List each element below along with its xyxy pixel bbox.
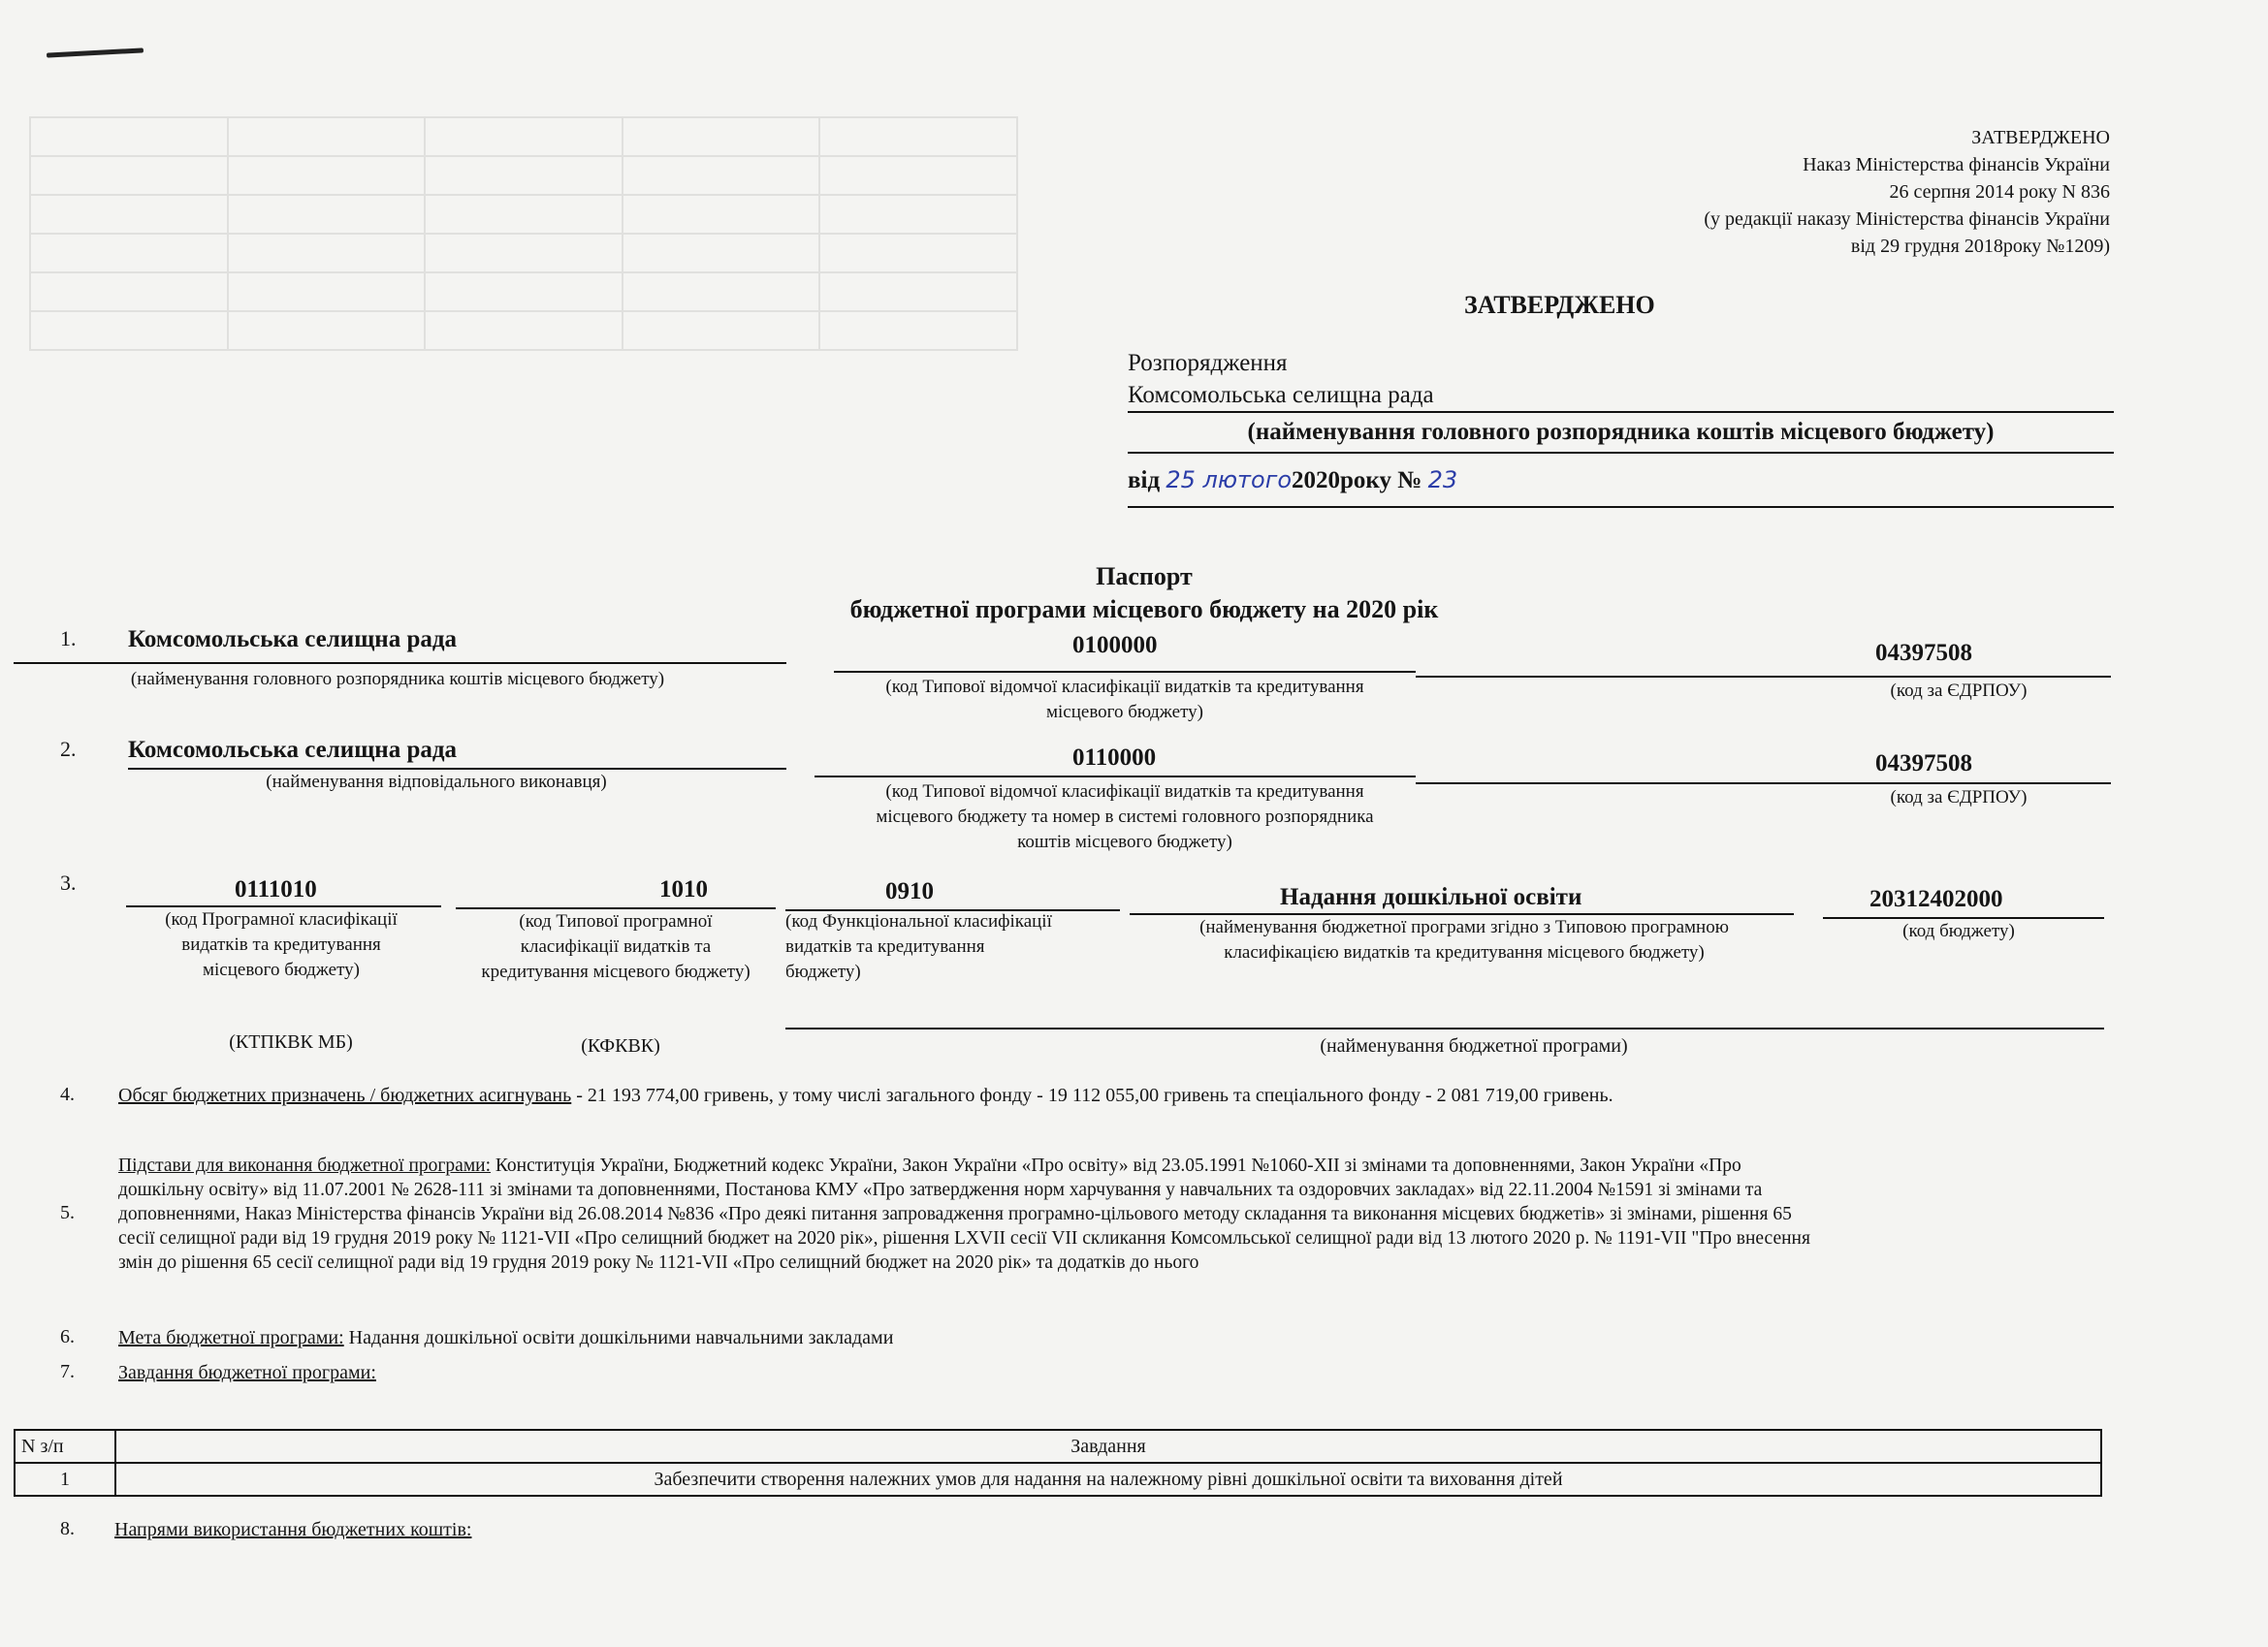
section-6-text	[118, 1326, 2058, 1350]
handwritten-date: 25 лютого	[1166, 466, 1293, 493]
section-1-name-caption: (найменування головного розпорядника коштів місцевого бюджету)	[130, 669, 665, 689]
section-1-edrpou-line	[1416, 676, 2111, 678]
order-authority: Комсомольська селищна рада	[1128, 379, 2114, 413]
caption-line: (код Типової програмної	[519, 911, 713, 932]
section-8-label: Напрями використання бюджетних коштів:	[114, 1519, 472, 1540]
section-5-number: 5.	[60, 1202, 75, 1223]
approval-order-block	[1128, 347, 2114, 508]
section-3-budget-code: 20312402000	[1869, 886, 2003, 912]
caption-line: бюджету)	[785, 962, 861, 982]
handwritten-number: 23	[1427, 466, 1458, 493]
section-5-line-text: Конституція України, Бюджетний кодекс України, Закон України «Про освіту» від 23.05.1991 №1060-ХІІ зі змінами та доповненнями, Закон України «Про	[491, 1156, 1741, 1176]
table-header-cell: N з/п	[15, 1430, 115, 1463]
section-3-program-line	[785, 1028, 2104, 1029]
caption-line: коштів місцевого бюджету)	[1017, 832, 1232, 852]
section-5-line: змін до рішення 65 сесії селищної ради від 19 грудня 2019 року № 1121-VII «Про селищний бюджет на 2020 рік» та додатків до нього	[118, 1252, 1199, 1273]
section-4-value: - 21 193 774,00 гривень, у тому числі загального фонду - 19 112 055,00 гривень та спеціального фонду - 2 081 719,00 гривень.	[571, 1085, 1613, 1106]
section-2-edrpou: 04397508	[1875, 750, 1972, 776]
section-2-edrpou-line	[1416, 782, 2111, 784]
section-2-name: Комсомольська селищна рада	[128, 737, 458, 763]
section-6-value: Надання дошкільної освіти дошкільними навчальними закладами	[343, 1327, 894, 1348]
approval-stamp-line: (у редакції наказу Міністерства фінансів України	[1704, 208, 2110, 230]
section-1-code-caption	[805, 675, 1445, 725]
section-1-name: Комсомольська селищна рада	[128, 626, 458, 652]
order-date-prefix: від	[1128, 467, 1161, 493]
section-5-line: доповненнями, Наказ Міністерства фінансів України від 26.08.2014 №836 «Про деякі питання запровадження програмно-цільового методу складання та виконання місцевих бюджетів» зі змінами, рішення 65	[118, 1204, 1792, 1224]
pen-mark	[47, 48, 144, 57]
section-5-line	[118, 1154, 2106, 1178]
approval-stamp-line: ЗАТВЕРДЖЕНО	[1971, 127, 2110, 148]
caption-line: (найменування бюджетної програми згідно з Типовою програмною	[1199, 917, 1729, 937]
section-2-number: 2.	[60, 737, 77, 761]
caption-line: класифікації видатків та	[520, 936, 712, 957]
section-8-number: 8.	[60, 1518, 75, 1539]
order-doc-type: Розпорядження	[1128, 350, 1288, 376]
passport-heading	[659, 560, 1629, 626]
section-3-fkvk-abbr: (КФКВК)	[581, 1035, 660, 1057]
approval-stamp-line: від 29 грудня 2018року №1209)	[1850, 236, 2110, 257]
section-3-ktpkvk-caption	[116, 907, 446, 983]
section-3-fkvk-caption	[785, 909, 1125, 985]
section-3-program-caption: (найменування бюджетної програми)	[1320, 1035, 1628, 1057]
section-4-text	[118, 1084, 2096, 1108]
order-date-line	[1128, 454, 2114, 508]
approval-stamp	[1704, 124, 2110, 260]
caption-line: (код Типової відомчої класифікації видатків та кредитування	[885, 781, 1364, 802]
section-3-name-caption	[1125, 915, 1804, 966]
section-3-program-name: Надання дошкільної освіти	[1280, 884, 1582, 910]
section-6-label: Мета бюджетної програми:	[118, 1327, 344, 1348]
section-2-code-caption	[805, 779, 1445, 855]
section-3-ktpkvk-abbr: (КТПКВК МБ)	[229, 1031, 353, 1053]
section-3-tpkvk: 1010	[659, 876, 708, 903]
section-5-label: Підстави для виконання бюджетної програми:	[118, 1156, 492, 1176]
order-date-year: 2020року №	[1292, 467, 1422, 493]
section-2-code-line	[815, 776, 1416, 777]
section-3-tpkvk-caption	[446, 909, 785, 985]
caption-line: видатків та кредитування	[181, 934, 381, 955]
section-3-ktpkvk: 0111010	[235, 876, 317, 903]
section-3-number: 3.	[60, 871, 77, 895]
table-cell: 1	[15, 1463, 115, 1496]
caption-line: місцевого бюджету)	[1045, 702, 1203, 722]
section-1-code-line	[834, 671, 1416, 673]
section-6-number: 6.	[60, 1326, 75, 1347]
passport-title: Паспорт	[1096, 562, 1193, 590]
approval-stamp-line: Наказ Міністерства фінансів України	[1803, 154, 2110, 175]
caption-line: кредитування місцевого бюджету)	[481, 962, 751, 982]
section-3-budget-caption: (код бюджету)	[1902, 921, 2015, 941]
table-cell: Забезпечити створення належних умов для надання на належному рівні дошкільної освіти та виховання дітей	[115, 1463, 2101, 1496]
caption-line: місцевого бюджету та номер в системі головного розпорядника	[876, 807, 1374, 827]
section-7-number: 7.	[60, 1361, 75, 1382]
section-3-fkvk: 0910	[885, 878, 934, 904]
caption-line: (код Функціональної класифікації	[785, 911, 1052, 932]
caption-line: місцевого бюджету)	[202, 960, 360, 980]
section-5-line: дошкільну освіту» від 11.07.2001 № 2628-111 зі змінами та доповненнями, Постанова КМУ «Про затвердження норм харчування у навчальних та оздоровчих закладах» від 22.11.2004 №1591 зі змінами та	[118, 1180, 1763, 1200]
table-header-cell: Завдання	[115, 1430, 2101, 1463]
section-1-code: 0100000	[1072, 632, 1158, 658]
caption-line: (код Програмної класифікації	[165, 909, 398, 930]
section-2-name-caption: (найменування відповідального виконавця)	[266, 772, 607, 792]
order-authority-caption: (найменування головного розпорядника коштів місцевого бюджету)	[1128, 413, 2114, 454]
section-1-number: 1.	[60, 626, 77, 650]
table-header-row	[15, 1430, 2101, 1463]
section-7-label: Завдання бюджетної програми:	[118, 1362, 376, 1383]
section-1-name-line	[14, 662, 786, 664]
approval-stamp-line: 26 серпня 2014 року N 836	[1889, 181, 2110, 203]
tasks-table	[14, 1429, 2102, 1497]
caption-line: видатків та кредитування	[785, 936, 985, 957]
section-5-text	[118, 1154, 2106, 1275]
section-4-number: 4.	[60, 1084, 75, 1105]
passport-subtitle: бюджетної програми місцевого бюджету на 2020 рік	[849, 595, 1439, 623]
approval-title: ЗАТВЕРДЖЕНО	[1464, 291, 1655, 319]
caption-line: класифікацією видатків та кредитування місцевого бюджету)	[1224, 942, 1705, 963]
table-row	[15, 1463, 2101, 1496]
caption-line: (код Типової відомчої класифікації видатків та кредитування	[885, 677, 1364, 697]
section-2-code: 0110000	[1072, 744, 1157, 771]
section-2-edrpou-caption: (код за ЄДРПОУ)	[1890, 787, 2028, 808]
section-4-label: Обсяг бюджетних призначень / бюджетних асигнувань	[118, 1085, 572, 1106]
section-5-line: сесії селищної ради від 19 грудня 2019 року № 1121-VII «Про селищний бюджет на 2020 рік», рішення LXVII сесії VII скликання Комсомльської селищної ради від 13 лютого 2020 р. № 1191-VII "Про внесення	[118, 1228, 1810, 1249]
section-1-edrpou: 04397508	[1875, 640, 1972, 666]
section-1-edrpou-caption: (код за ЄДРПОУ)	[1890, 681, 2028, 701]
